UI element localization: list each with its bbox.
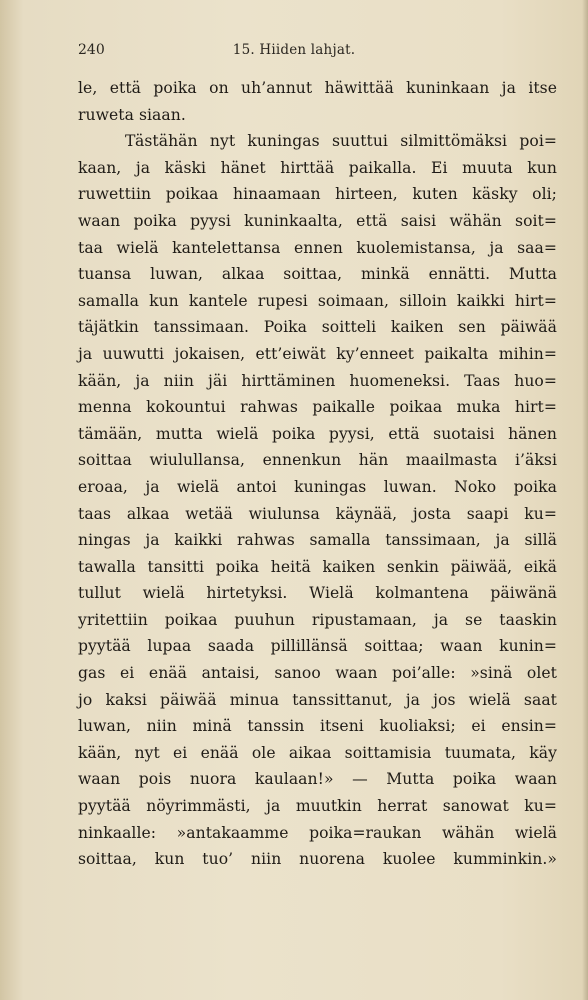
text-line: eroaa, ja wielä antoi kuningas luwan. Noko poika <box>78 477 557 496</box>
text-line: täjätkin tanssimaan. Poika soitteli kaiken sen päiwää <box>78 318 557 337</box>
text-line: ningas ja kaikki rahwas samalla tanssimaan, ja sillä <box>78 531 557 550</box>
body-text <box>78 75 557 873</box>
text-line: tullut wielä hirtetyksi. Wielä kolmantena päiwänä <box>78 584 557 603</box>
text-line: ruwettiin poikaa hinaamaan hirteen, kuten käsky oli; <box>78 185 557 204</box>
text-line: taas alkaa wetää wiulunsa käynää, josta saapi ku= <box>78 504 557 523</box>
text-line: kään, ja niin jäi hirttäminen huomeneksi. Taas huo= <box>78 371 557 390</box>
text-line: waan poika pyysi kuninkaalta, että saisi wähän soit= <box>78 211 557 230</box>
text-line: kään, nyt ei enää ole aikaa soittamisia tuumata, käy <box>78 743 557 762</box>
running-title: 15. Hiiden lahjat. <box>232 42 356 58</box>
text-line: soittaa wiulullansa, ennenkun hän maailmasta i’äksi <box>78 451 557 470</box>
text-line: taa wielä kantelettansa ennen kuolemistansa, ja saa= <box>78 238 557 257</box>
text-line: jo kaksi päiwää minua tanssittanut, ja jos wielä saat <box>78 690 557 709</box>
text-line: tawalla tansitti poika heitä kaiken senkin päiwää, eikä <box>78 557 557 576</box>
text-line: luwan, niin minä tanssin itseni kuoliaksi; ei ensin= <box>78 717 557 736</box>
text-line: tuansa luwan, alkaa soittaa, minkä ennätti. Mutta <box>78 265 557 284</box>
text-line: pyytää nöyrimmästi, ja muutkin herrat sanowat ku= <box>78 797 557 816</box>
text-line: pyytää lupaa saada pillillänsä soittaa; waan kunin= <box>78 637 557 656</box>
text-line: soittaa, kun tuo’ niin nuorena kuolee kumminkin.» <box>78 850 557 869</box>
text-line: ninkaalle: »antakaamme poika=raukan wähän wielä <box>78 823 557 842</box>
text-line: kaan, ja käski hänet hirttää paikalla. Ei muuta kun <box>78 158 557 177</box>
text-line: le, että poika on uh’annut häwittää kuninkaan ja itse <box>78 79 557 97</box>
text-line: samalla kun kantele rupesi soimaan, silloin kaikki hirt= <box>78 291 557 310</box>
text-line: ruweta siaan. <box>78 105 186 124</box>
page-header <box>78 42 510 64</box>
text-line: menna kokountui rahwas paikalle poikaa muka hirt= <box>78 398 557 417</box>
page-number: 240 <box>78 42 105 58</box>
text-line: Tästähän nyt kuningas suuttui silmittömäksi poi= <box>125 132 557 151</box>
text-line: tämään, mutta wielä poika pyysi, että suotaisi hänen <box>78 424 557 443</box>
text-line: gas ei enää antaisi, sanoo waan poi’alle: »sinä olet <box>78 664 557 683</box>
text-line: yritettiin poikaa puuhun ripustamaan, ja se taaskin <box>78 610 557 629</box>
text-line: ja uuwutti jokaisen, ett’eiwät ky’enneet paikalta mihin= <box>78 344 557 363</box>
text-line: waan pois nuora kaulaan!» — Mutta poika waan <box>78 770 557 789</box>
